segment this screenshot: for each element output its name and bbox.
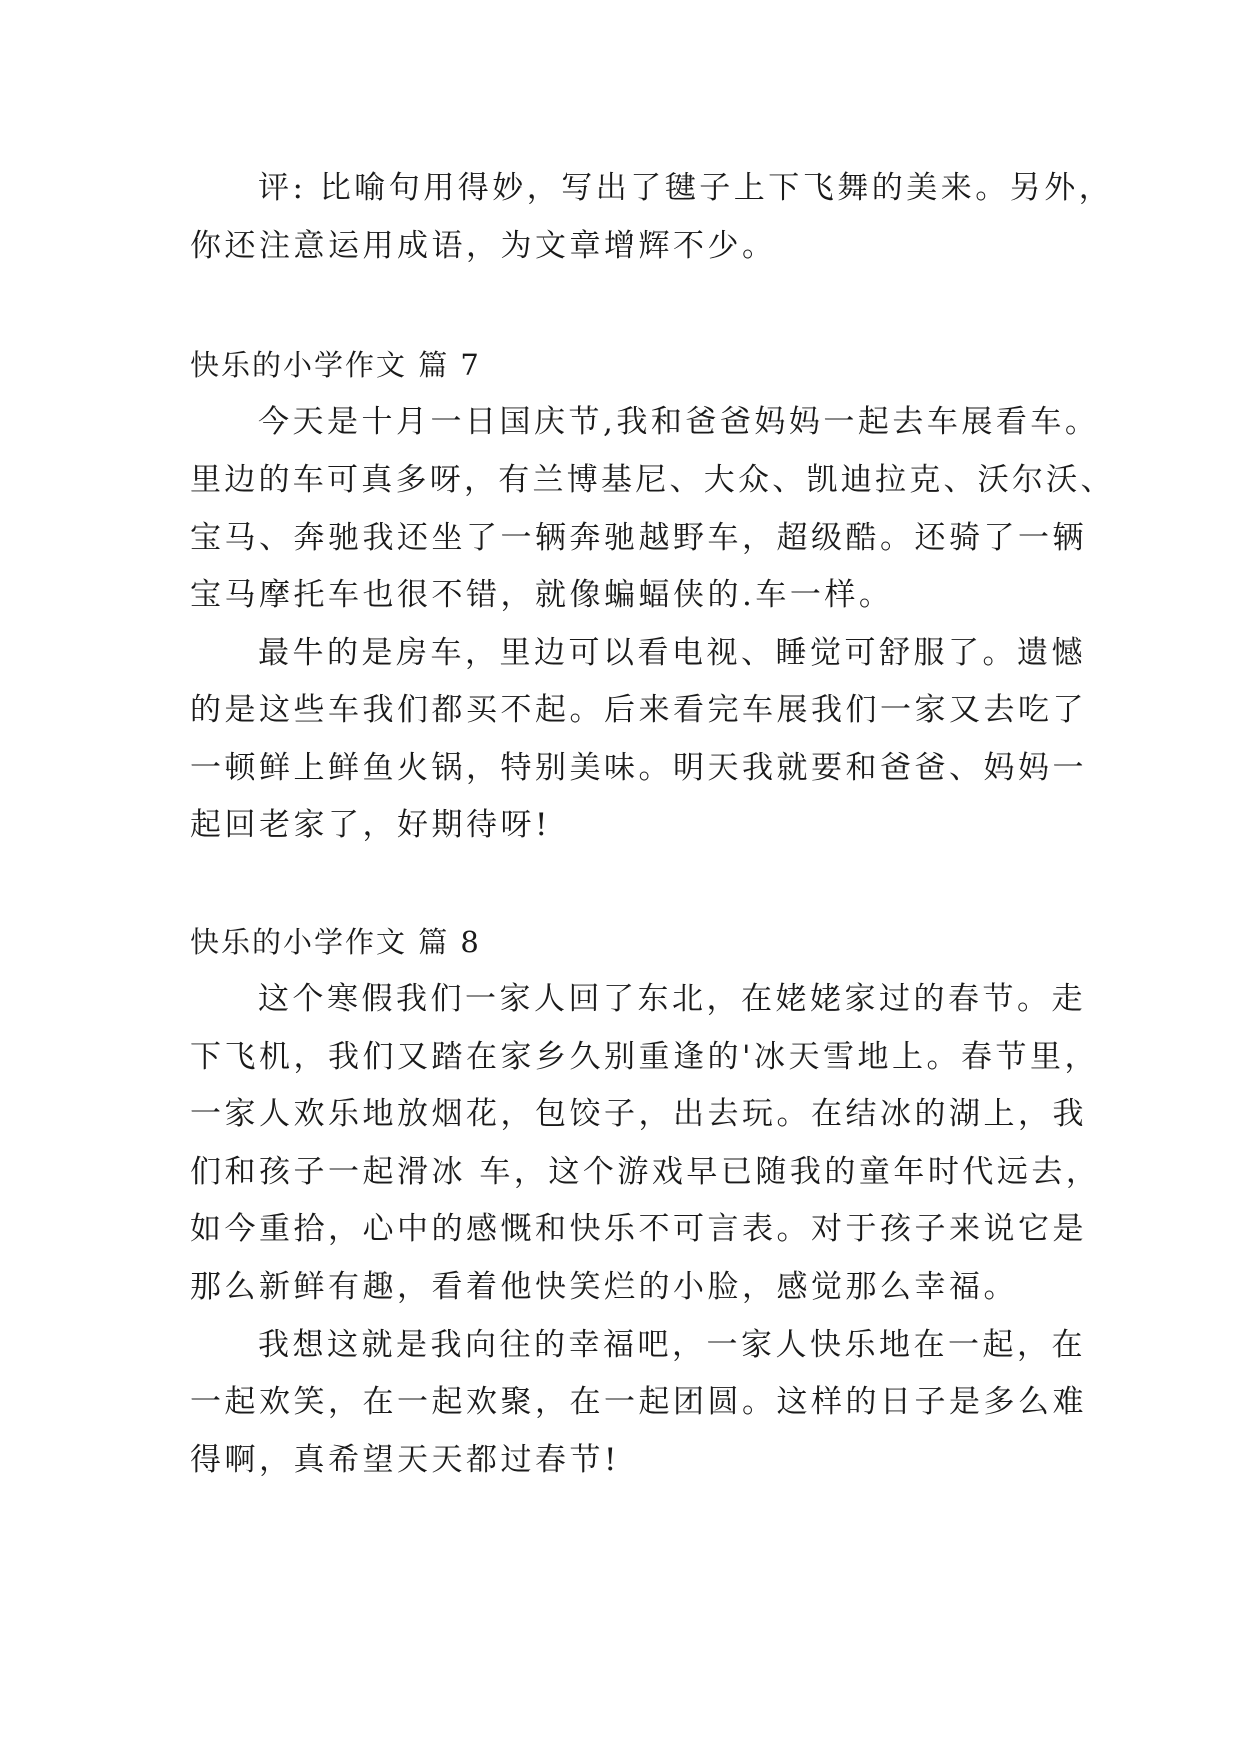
essay7-p1-line-3: 宝马、奔驰我还坐了一辆奔驰越野车，超级酷。还骑了一辆 [190,520,1087,556]
essay7-title: 快乐的小学作文 篇 7 [190,348,481,382]
essay7-p1-line-2: 里边的车可真多呀，有兰博基尼、大众、凯迪拉克、沃尔沃、 [190,462,1115,498]
essay7-p2-line-1: 最牛的是房车，里边可以看电视、睡觉可舒服了。遗憾 [258,635,1086,671]
essay7-p1-line-4: 宝马摩托车也很不错，就像蝙蝠侠的.车一样。 [190,577,894,613]
essay7-p1-line-1: 今天是十月一日国庆节,我和爸爸妈妈一起去车展看车。 [258,404,1100,440]
essay8-p2-line-1: 我想这就是我向往的幸福吧，一家人快乐地在一起，在 [258,1327,1086,1363]
essay8-p1-line-3: 一家人欢乐地放烟花，包饺子，出去玩。在结冰的湖上，我 [190,1096,1087,1132]
essay8-p2-line-2: 一起欢笑，在一起欢聚，在一起团圆。这样的日子是多么难 [190,1384,1087,1420]
essay8-p1-line-5: 如今重拾，心中的感慨和快乐不可言表。对于孩子来说它是 [190,1211,1087,1247]
essay8-p1-line-2: 下飞机，我们又踏在家乡久别重逢的'冰天雪地上。春节里， [190,1039,1100,1075]
essay7-p2-line-4: 起回老家了，好期待呀! [190,807,551,843]
essay8-p1-line-6: 那么新鲜有趣，看着他快笑烂的小脸，感觉那么幸福。 [190,1269,1018,1305]
essay7-p2-line-2: 的是这些车我们都买不起。后来看完车展我们一家又去吃了 [190,692,1087,728]
essay8-title: 快乐的小学作文 篇 8 [190,925,481,959]
essay8-p1-line-1: 这个寒假我们一家人回了东北，在姥姥家过的春节。走 [258,981,1086,1017]
essay7-p2-line-3: 一顿鲜上鲜鱼火锅，特别美味。明天我就要和爸爸、妈妈一 [190,750,1087,786]
comment-line-1: 评: 比喻句用得妙，写出了毽子上下飞舞的美来。另外， [258,170,1114,206]
comment-line-2: 你还注意运用成语，为文章增辉不少。 [190,228,777,264]
essay8-p2-line-3: 得啊，真希望天天都过春节! [190,1442,620,1478]
essay8-p1-line-4: 们和孩子一起滑冰 车，这个游戏早已随我的童年时代远去， [190,1154,1101,1190]
